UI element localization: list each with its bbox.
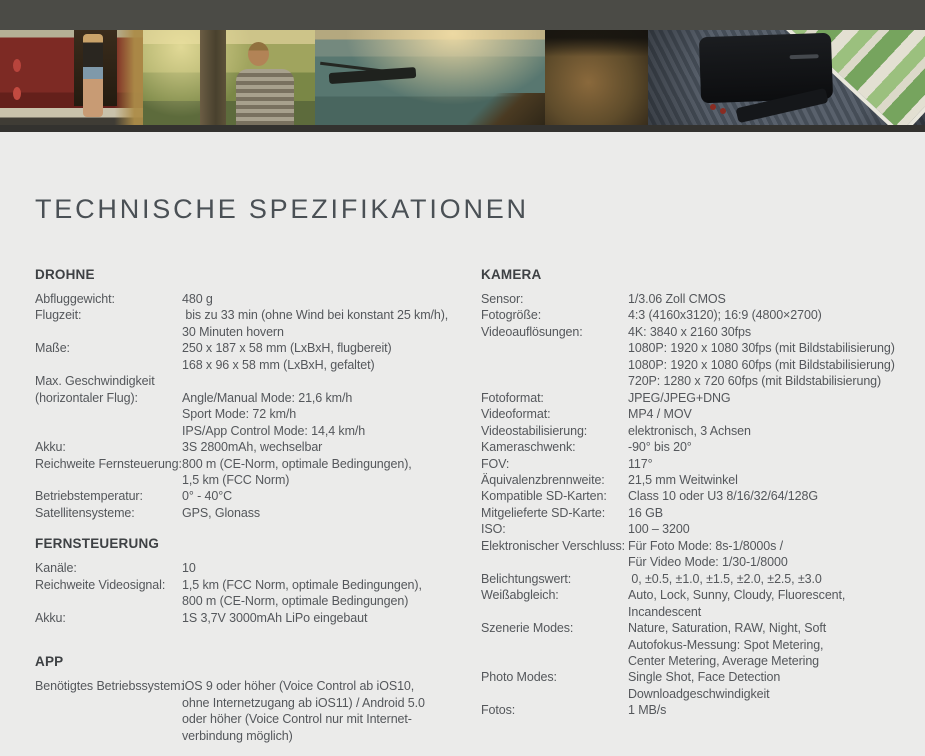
spec-label: Weißabgleich: [481, 588, 559, 603]
spec-row [35, 439, 481, 455]
spec-label: Belichtungswert: [481, 571, 572, 586]
header-bottom-strip [0, 125, 925, 132]
spec-section-drohne [35, 267, 481, 521]
spec-value: Autofokus-Messung: Spot Metering, [628, 637, 824, 652]
spec-rows [35, 560, 481, 626]
spec-label [35, 472, 182, 488]
spec-row [35, 678, 481, 694]
drone-battery-slot [789, 54, 818, 59]
photo-vw-bus [0, 30, 143, 125]
spec-row [481, 620, 925, 636]
spec-value: elektronisch, 3 Achsen [628, 423, 751, 438]
spec-row [481, 423, 925, 439]
spec-label: Kameraschwenk: [481, 440, 576, 455]
spec-row [35, 456, 481, 472]
spec-value: Auto, Lock, Sunny, Cloudy, Fluorescent, [628, 588, 846, 603]
spec-row [35, 340, 481, 356]
spec-label: Fotos: [481, 703, 516, 718]
spec-section-app [35, 654, 481, 744]
spec-label: Reichweite Fernsteuerung: [35, 456, 182, 471]
woman-figure [83, 34, 103, 118]
spec-section-kamera [481, 267, 925, 719]
spec-label: Fotoformat: [481, 390, 544, 405]
spec-row [35, 505, 481, 521]
spec-row [481, 505, 925, 521]
spec-value: 1 MB/s [628, 703, 667, 718]
spec-page [0, 132, 925, 744]
spec-label: Kanäle: [35, 561, 77, 576]
spec-value: Sport Mode: 72 km/h [182, 407, 297, 422]
spec-value: IPS/App Control Mode: 14,4 km/h [182, 423, 366, 438]
spec-value: Nature, Saturation, RAW, Night, Soft [628, 621, 827, 636]
photo-photographer [143, 30, 315, 125]
spec-label [481, 686, 628, 702]
spec-row [35, 307, 481, 323]
spec-label [35, 406, 182, 422]
spec-row [481, 291, 925, 307]
spec-row [35, 390, 481, 406]
spec-value: 1080P: 1920 x 1080 60fps (mit Bildstabilisierung) [628, 357, 895, 372]
spec-row [481, 488, 925, 504]
spec-row [481, 357, 925, 373]
photo-drone-over-water [315, 30, 545, 125]
spec-section-heading: APP [35, 654, 64, 670]
spec-row [481, 456, 925, 472]
spec-label [481, 604, 628, 620]
spec-value: Angle/Manual Mode: 21,6 km/h [182, 390, 353, 405]
spec-label: Reichweite Videosignal: [35, 577, 166, 592]
spec-value: 1S 3,7V 3000mAh LiPo eingebaut [182, 610, 368, 625]
spec-row [481, 571, 925, 587]
spec-label: Kompatible SD-Karten: [481, 489, 607, 504]
spec-label: Videoformat: [481, 407, 551, 422]
spec-value: MP4 / MOV [628, 407, 692, 422]
spec-row [481, 307, 925, 323]
spec-label: (horizontaler Flug): [35, 390, 138, 405]
spec-rows [35, 291, 481, 521]
spec-row [481, 521, 925, 537]
spec-row [481, 406, 925, 422]
spec-value: -90° bis 20° [628, 440, 692, 455]
spec-row [481, 587, 925, 603]
spec-label [481, 373, 628, 389]
spec-section-heading: KAMERA [481, 267, 542, 282]
drone-foot-dots [710, 104, 716, 110]
spec-row [481, 637, 925, 653]
spec-label [481, 653, 628, 669]
spec-row [35, 423, 481, 439]
spec-value: 30 Minuten hovern [182, 324, 284, 339]
spec-value: JPEG/JPEG+DNG [628, 390, 731, 405]
spec-row [481, 686, 925, 702]
rock-shape [453, 93, 545, 125]
spec-label: Max. Geschwindigkeit [35, 374, 155, 389]
spec-value: 800 m (CE-Norm, optimale Bedingungen) [182, 594, 409, 609]
spec-label: Betriebstemperatur: [35, 489, 143, 504]
spec-row [35, 472, 481, 488]
drone-silhouette [329, 67, 417, 84]
spec-value: 4:3 (4160x3120); 16:9 (4800×2700) [628, 308, 822, 323]
spec-row [481, 439, 925, 455]
spec-label: Satellitensysteme: [35, 505, 135, 520]
spec-label: ISO: [481, 522, 506, 537]
spec-rows [35, 678, 481, 744]
photo-rocks [545, 30, 648, 125]
spec-row [481, 472, 925, 488]
hero-photo-strip [0, 30, 925, 125]
spec-row [35, 711, 481, 727]
spec-value: Class 10 oder U3 8/16/32/64/128G [628, 489, 818, 504]
page-title: TECHNISCHE SPEZIFIKATIONEN [35, 194, 529, 224]
man-head-shape [248, 42, 269, 66]
spec-label: Maße: [35, 341, 70, 356]
spec-value: Für Video Mode: 1/30-1/8000 [628, 555, 788, 570]
spec-value: iOS 9 oder höher (Voice Control ab iOS10, [182, 679, 415, 694]
spec-value: 720P: 1280 x 720 60fps (mit Bildstabilisierung) [628, 374, 882, 389]
spec-label: Fotogröße: [481, 308, 542, 323]
spec-value: 250 x 187 x 58 mm (LxBxH, flugbereit) [182, 341, 392, 356]
spec-column [481, 267, 925, 744]
spec-rows [481, 291, 925, 719]
spec-value: Downloadgeschwindigkeit [628, 686, 770, 701]
spec-value: Single Shot, Face Detection [628, 670, 781, 685]
photo-folded-drone-on-fabric [648, 30, 925, 125]
spec-value: 168 x 96 x 58 mm (LxBxH, gefaltet) [182, 357, 375, 372]
spec-row [481, 554, 925, 570]
spec-value: 21,5 mm Weitwinkel [628, 472, 738, 487]
spec-row [481, 702, 925, 718]
spec-section-fernsteuerung [35, 536, 481, 626]
spec-row [481, 538, 925, 554]
bus-lamp-shape [13, 87, 21, 100]
spec-section-heading: FERNSTEUERUNG [35, 536, 160, 552]
spec-value: 4K: 3840 x 2160 30fps [628, 324, 751, 339]
spec-value: 800 m (CE-Norm, optimale Bedingungen), [182, 456, 412, 471]
spec-row [35, 357, 481, 373]
spec-row [35, 406, 481, 422]
spec-value: 10 [182, 561, 196, 576]
spec-value: 1,5 km (FCC Norm) [182, 472, 290, 487]
spec-row [35, 488, 481, 504]
spec-label: Äquivalenzbrennweite: [481, 472, 605, 487]
spec-row [35, 728, 481, 744]
spec-row [481, 324, 925, 340]
spec-value: bis zu 33 min (ohne Wind bei konstant 25 km/h), [182, 308, 449, 323]
spec-label [35, 728, 182, 744]
spec-value: Für Foto Mode: 8s-1/8000s / [628, 538, 784, 553]
spec-label: Sensor: [481, 292, 524, 306]
spec-label: Videostabilisierung: [481, 423, 588, 438]
spec-label: Videoauflösungen: [481, 324, 583, 339]
spec-row [481, 669, 925, 685]
spec-label: Flugzeit: [35, 308, 82, 323]
spec-value: GPS, Glonass [182, 505, 260, 520]
spec-value: 117° [628, 456, 653, 471]
spec-value: 3S 2800mAh, wechselbar [182, 440, 323, 455]
spec-value: 480 g [182, 292, 213, 306]
spec-row [35, 291, 481, 307]
spec-columns-wrap [35, 267, 925, 744]
spec-value: oder höher (Voice Control nur mit Internet- [182, 712, 412, 727]
spec-row [481, 390, 925, 406]
spec-row [481, 604, 925, 620]
spec-label [481, 554, 628, 570]
spec-row [35, 324, 481, 340]
spec-column [35, 267, 481, 744]
spec-row [481, 340, 925, 356]
spec-label: FOV: [481, 456, 510, 471]
spec-label: Akku: [35, 440, 66, 455]
spec-row [35, 560, 481, 576]
spec-label: Photo Modes: [481, 670, 557, 685]
spec-value: ohne Internetzugang ab iOS11) / Android 5.0 [182, 695, 425, 710]
spec-row [35, 610, 481, 626]
spec-label: Szenerie Modes: [481, 621, 574, 636]
spec-label: Mitgelieferte SD-Karte: [481, 505, 606, 520]
spec-section-heading: DROHNE [35, 267, 95, 282]
spec-value: 100 – 3200 [628, 522, 690, 537]
spec-value: 0° - 40°C [182, 489, 233, 504]
spec-label [481, 340, 628, 356]
spec-row [481, 653, 925, 669]
spec-value: 0, ±0.5, ±1.0, ±1.5, ±2.0, ±2.5, ±3.0 [628, 571, 822, 586]
spec-label [481, 357, 628, 373]
hero-header [0, 0, 925, 132]
spec-value: Incandescent [628, 604, 702, 619]
spec-row [35, 577, 481, 593]
spec-value: 1080P: 1920 x 1080 30fps (mit Bildstabilisierung) [628, 341, 895, 356]
spec-label [35, 423, 182, 439]
spec-label: Benötigtes Betriebssystem: [35, 679, 184, 694]
spec-value: 1/3.06 Zoll CMOS [628, 292, 726, 306]
spec-label: Abfluggewicht: [35, 292, 115, 306]
spec-row [35, 695, 481, 711]
spec-value: 16 GB [628, 505, 663, 520]
spec-row [35, 373, 481, 389]
spec-value: 1,5 km (FCC Norm, optimale Bedingungen), [182, 577, 422, 592]
spec-label [481, 637, 628, 653]
spec-label [35, 593, 182, 609]
man-torso-shape [236, 69, 294, 125]
spec-label: Elektronischer Verschluss: [481, 538, 625, 553]
spec-label: Akku: [35, 610, 66, 625]
spec-label [35, 695, 182, 711]
tree-trunk-shape [200, 30, 226, 125]
spec-value: verbindung möglich) [182, 728, 293, 743]
spec-label [35, 711, 182, 727]
spec-label [35, 324, 182, 340]
spec-label [35, 357, 182, 373]
spec-row [35, 593, 481, 609]
spec-value: Center Metering, Average Metering [628, 653, 820, 668]
spec-row [481, 373, 925, 389]
